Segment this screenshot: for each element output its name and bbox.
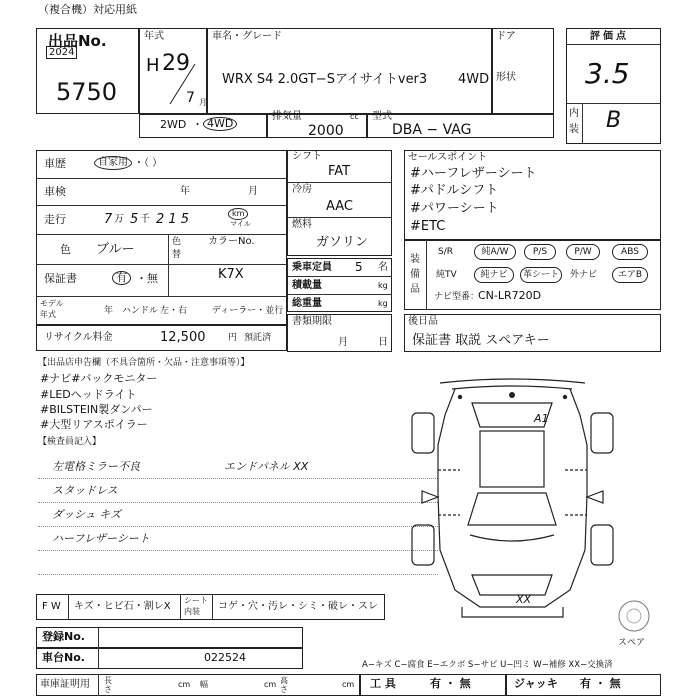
history-own-circled: 自家用 bbox=[94, 156, 132, 170]
inspector-line-5 bbox=[38, 574, 438, 575]
warranty-sep: ・無 bbox=[136, 272, 158, 285]
equipment-label-2: 備 bbox=[410, 269, 420, 280]
warranty-yes-circled: 有 bbox=[112, 271, 131, 285]
inspector-line-4 bbox=[38, 550, 438, 551]
equipment-label-3: 品 bbox=[410, 284, 420, 295]
history-label: 車歴 bbox=[44, 157, 66, 170]
diagram-mark-a1: A1 bbox=[534, 412, 549, 425]
lot-number: 5750 bbox=[56, 78, 118, 106]
inspector-note-1: 左電格ミラー不良 bbox=[52, 460, 140, 473]
mileage-man-unit: 万 bbox=[114, 214, 124, 225]
drive-four-circled: 4WD bbox=[203, 117, 237, 131]
recycle-label: リサイクル料金 bbox=[44, 332, 113, 343]
note-2: #LEDヘッドライト bbox=[40, 388, 137, 401]
shape-label: 形状 bbox=[496, 72, 516, 83]
drive-two: 2WD bbox=[160, 118, 187, 131]
navi-model-value: CN-LR720D bbox=[478, 289, 542, 302]
recycle-unit: 円 bbox=[228, 333, 238, 343]
legend-row-div-2 bbox=[180, 594, 181, 620]
notes-label: 【出品店申告欄（不具合箇所・欠品・注意事項等）】 bbox=[38, 358, 250, 368]
recycle-value: 12,500 bbox=[160, 330, 206, 345]
sales-point-4: #ETC bbox=[410, 219, 446, 234]
spec2-row-1 bbox=[287, 182, 392, 183]
lot-year-stamp: 2024 bbox=[46, 46, 77, 59]
inspector-note-3: ダッシュ キズ bbox=[52, 508, 122, 521]
legend-row-div-1 bbox=[68, 594, 69, 620]
spare-label: スペア bbox=[618, 638, 646, 648]
capacity-label: 乗車定員 bbox=[292, 262, 332, 273]
later-value: 保証書 取説 スペアキー bbox=[412, 333, 550, 348]
color-divider bbox=[168, 234, 169, 296]
mileage-rest: 2 1 5 bbox=[156, 212, 190, 227]
color-code-label: カラーNo. bbox=[208, 236, 255, 247]
gross-label: 総重量 bbox=[292, 298, 322, 309]
interior-value: B bbox=[606, 108, 622, 133]
fuel-value: ガソリン bbox=[316, 235, 369, 250]
year-month-unit: 月 bbox=[199, 98, 207, 107]
cert-width-unit: cm bbox=[264, 680, 277, 689]
navi-model-label: ナビ型番： bbox=[434, 292, 480, 302]
equip-pw: P/W bbox=[566, 244, 600, 260]
registration-label: 登録No. bbox=[42, 630, 85, 643]
jack-value: 有 ・ 無 bbox=[580, 677, 621, 690]
legend-row-div-3 bbox=[212, 594, 213, 620]
equip-ps: P/S bbox=[524, 244, 556, 260]
warranty-label: 保証書 bbox=[44, 272, 77, 285]
interior-label-1: 内 bbox=[569, 108, 579, 119]
mileage-sen-unit: 千 bbox=[140, 214, 150, 225]
jack-label: ジャッキ bbox=[514, 677, 558, 690]
inspection-year: 年 bbox=[180, 186, 190, 197]
sales-point-1: #ハーフレザーシート bbox=[410, 166, 537, 181]
paint-label-1: 色 bbox=[172, 237, 182, 247]
equip-airbag-circled: エアB bbox=[612, 267, 648, 283]
tools-label: 工 具 bbox=[370, 677, 396, 690]
sales-point-3: #パワーシート bbox=[410, 201, 499, 216]
cert-width: 幅 bbox=[200, 680, 208, 689]
later-label: 後日品 bbox=[408, 316, 438, 327]
model-year-label-2: 年式 bbox=[40, 310, 56, 319]
form-header-text: （複合機）対応用紙 bbox=[38, 3, 137, 16]
score-interior-divider bbox=[582, 103, 583, 144]
inspection-label: 車検 bbox=[44, 185, 66, 198]
legend-seat-2: 内装 bbox=[184, 607, 200, 616]
equip-navi-circled: 純ナビ bbox=[474, 267, 514, 283]
sales-points-label: セールスポイント bbox=[408, 152, 488, 163]
note-3: #BILSTEIN製ダンパー bbox=[40, 403, 153, 416]
capacity-value: 5 bbox=[355, 260, 363, 274]
equip-alloy-circled: 純A/W bbox=[474, 244, 516, 260]
chassis-value: 022524 bbox=[204, 651, 246, 664]
interior-label-2: 装 bbox=[569, 124, 579, 135]
mileage-man: 7 bbox=[104, 212, 113, 227]
spec-row-4 bbox=[36, 264, 287, 265]
load-label: 積載量 bbox=[292, 280, 322, 291]
capacity-unit: 名 bbox=[378, 262, 388, 273]
equipment-divider bbox=[426, 240, 427, 310]
legend-items-2: コゲ・穴・汚レ・シミ・破レ・スレ bbox=[218, 601, 378, 612]
damage-legend: A−キズ C−腐食 E−エクボ S−サビ U−凹ミ W−補修 XX−交換済 bbox=[362, 660, 613, 670]
inspector-note-right: エンドパネル XX bbox=[224, 460, 309, 473]
model-year-lr: 左・右 bbox=[160, 306, 188, 316]
aircon-value: AAC bbox=[326, 199, 353, 214]
name-drive: 4WD bbox=[458, 72, 490, 87]
load-unit: kg bbox=[378, 281, 388, 290]
inspector-note-4: ハーフレザーシート bbox=[52, 532, 150, 545]
sales-point-2: #パドルシフト bbox=[410, 183, 499, 198]
spare-tire-icon bbox=[616, 598, 652, 634]
spec-row-1 bbox=[36, 178, 287, 179]
year-label: 年式 bbox=[144, 31, 164, 42]
registration-divider bbox=[98, 627, 99, 648]
model-year-label-1: モデル bbox=[40, 299, 64, 308]
cert-height: 高さ bbox=[280, 676, 288, 694]
gross-unit: kg bbox=[378, 299, 388, 308]
inspector-line-3 bbox=[38, 526, 438, 527]
displacement-value: 2000 bbox=[308, 123, 344, 139]
year-era: H bbox=[146, 55, 160, 76]
year-month: 7 bbox=[186, 90, 195, 106]
cert-label: 車庫証明用 bbox=[40, 679, 90, 690]
mileage-sen: 5 bbox=[130, 212, 139, 227]
score-divider-bottom bbox=[566, 103, 661, 104]
equip-tv: 純TV bbox=[436, 270, 457, 280]
aircon-label: 冷房 bbox=[292, 184, 312, 195]
spec2-row-2 bbox=[287, 217, 392, 218]
color-code: K7X bbox=[218, 267, 244, 282]
score-value: 3.5 bbox=[585, 57, 630, 90]
recycle-note: 預託済 bbox=[244, 333, 272, 343]
color-value: ブルー bbox=[96, 242, 135, 257]
lot-label: 出品No. bbox=[48, 32, 107, 50]
cert-divider bbox=[98, 674, 99, 696]
spec-row-2 bbox=[36, 205, 287, 206]
equip-leather-circled: 革シート bbox=[520, 267, 562, 283]
score-label: 評価点 bbox=[590, 31, 629, 42]
equip-sr: S/R bbox=[438, 247, 453, 257]
inspection-month: 月 bbox=[248, 186, 258, 197]
diagram-mark-xx: XX bbox=[516, 593, 532, 606]
history-rest: ・（ ） bbox=[134, 158, 163, 169]
doc-expiry-day: 日 bbox=[378, 337, 388, 348]
doc-expiry-label: 書類期限 bbox=[292, 316, 332, 327]
model-code-value: DBA − VAG bbox=[392, 122, 472, 138]
capacity-row-2 bbox=[287, 294, 392, 295]
legend-fw: F W bbox=[42, 601, 61, 612]
model-code-label: 型式 bbox=[372, 111, 392, 122]
mileage-label: 走行 bbox=[44, 213, 66, 226]
legend-items-1: キズ・ヒビ石・割レX bbox=[74, 601, 171, 612]
mileage-unit-mile: マイル bbox=[230, 220, 251, 228]
model-year-year: 年 bbox=[104, 306, 114, 316]
equip-abs: ABS bbox=[612, 244, 648, 260]
cert-long: 長さ bbox=[104, 676, 112, 694]
year-value: 29 bbox=[162, 51, 190, 76]
cert-long-unit: cm bbox=[178, 680, 191, 689]
doc-expiry-month: 月 bbox=[338, 337, 348, 348]
legend-seat-1: シート bbox=[184, 596, 208, 605]
door-label: ドア bbox=[496, 31, 516, 42]
name-value: WRX S4 2.0GT−Sアイサイトver3 bbox=[222, 72, 428, 87]
name-label: 車名・グレード bbox=[212, 31, 282, 42]
paint-label-2: 替 bbox=[172, 250, 182, 260]
displacement-unit: cc bbox=[350, 112, 359, 121]
car-diagram bbox=[400, 375, 625, 620]
equip-ext-navi: 外ナビ bbox=[570, 270, 598, 280]
inspector-line-2 bbox=[38, 502, 438, 503]
score-divider-top bbox=[566, 44, 661, 45]
spec-row-5 bbox=[36, 296, 287, 297]
chassis-label: 車台No. bbox=[42, 651, 85, 664]
spec-row-3 bbox=[36, 234, 287, 235]
inspector-label: 【検査員記入】 bbox=[38, 437, 102, 447]
fuel-label: 燃料 bbox=[292, 219, 312, 230]
mileage-unit-km: km bbox=[228, 208, 248, 220]
capacity-row-1 bbox=[287, 276, 392, 277]
tools-value: 有 ・ 無 bbox=[430, 677, 471, 690]
shift-label: シフト bbox=[292, 151, 322, 162]
color-label: 色 bbox=[60, 243, 71, 256]
inspector-note-2: スタッドレス bbox=[52, 484, 118, 497]
chassis-divider bbox=[98, 648, 99, 669]
inspector-line-1 bbox=[38, 478, 438, 479]
model-year-dealer: ディーラー・並行 bbox=[212, 306, 284, 316]
equipment-label-1: 装 bbox=[410, 254, 420, 265]
shift-value: FAT bbox=[328, 164, 351, 179]
displacement-label: 排気量 bbox=[272, 111, 302, 122]
cert-height-unit: cm bbox=[342, 680, 355, 689]
note-1: #ナビ#バックモニター bbox=[40, 372, 158, 385]
drive-sep: ・ bbox=[192, 118, 203, 131]
model-year-handle: ハンドル bbox=[122, 306, 159, 316]
note-4: #大型リアスポイラー bbox=[40, 418, 148, 431]
